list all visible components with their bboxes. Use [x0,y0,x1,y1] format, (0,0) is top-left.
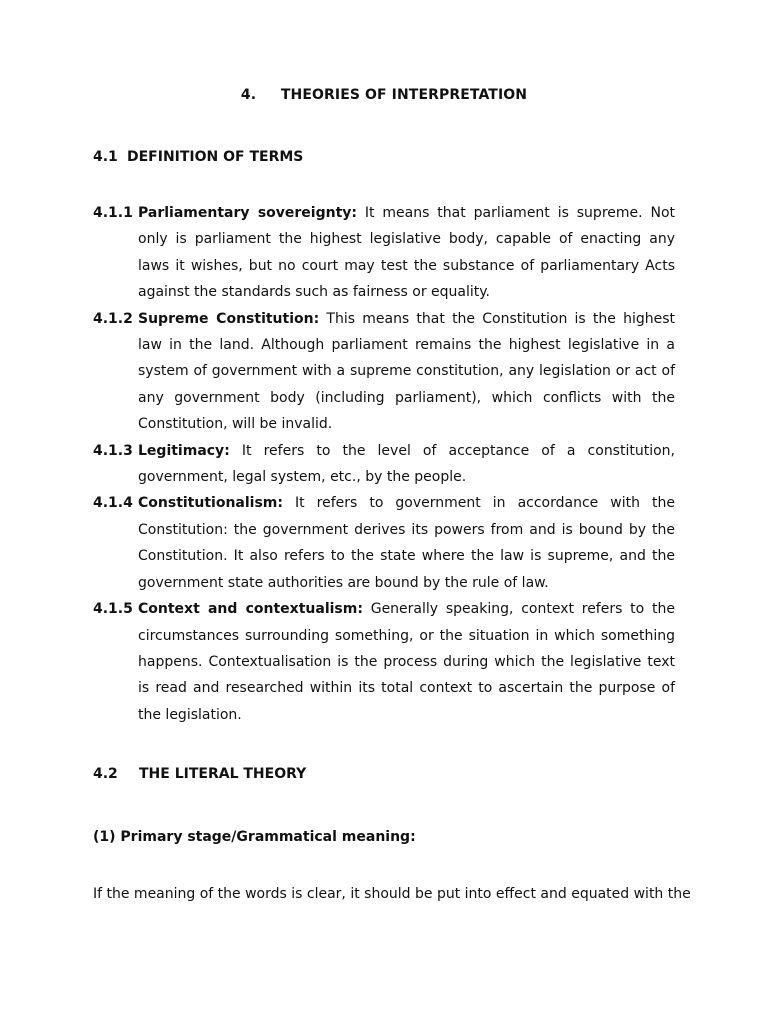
definition-number: 4.1.4 [93,495,133,512]
section-number: 4.2 [93,766,118,782]
definition-number: 4.1.2 [93,310,133,327]
body-paragraph: If the meaning of the words is clear, it should be put into effect and equated with the [93,886,691,902]
definition-term: Constitutionalism: [138,495,283,512]
section-heading-4-2 [93,766,306,782]
definition-text: This means that the Constitution is the highest law in the land. Although parliament remains the highest legislative in a system of government with a supreme constitution, any legislation or act of any government body (including parliament), which conflicts with the Constitution, will be invalid. [138,310,676,433]
section-number: 4.1 [93,149,118,165]
chapter-title [0,87,768,103]
definition-text: It refers to government in accordance with the Constitution: the government derives its powers from and is bound by the Constitution. It also refers to the state where the law is supreme, and the government state authorities are bound by the rule of law. [138,495,675,591]
section-title: THE LITERAL THEORY [139,766,307,782]
chapter-title-text: THEORIES OF INTERPRETATION [280,87,528,103]
definition-text: Generally speaking, context refers to the circumstances surrounding something, or the situation in which something happens. Contextualisation is the process during which the legislative text is read and researched within its total context to ascertain the purpose of the legislation. [138,601,675,723]
subheading: (1) Primary stage/Grammatical meaning: [93,829,416,845]
definition-item [93,490,675,596]
definition-term: Context and contextualism: [138,601,363,618]
definition-item [93,306,675,438]
definition-item [93,438,675,491]
definition-text: It means that parliament is supreme. Not only is parliament the highest legislative body, capable of enacting any laws it wishes, but no court may test the substance of parliamentary Acts against the standards such as fairness or equality. [138,205,675,301]
section-heading-4-1 [93,149,303,165]
definition-item [93,596,675,728]
section-title: DEFINITION OF TERMS [127,149,304,165]
definitions-list [93,200,675,728]
definition-number: 4.1.3 [93,442,133,459]
definition-number: 4.1.5 [93,601,133,618]
chapter-number: 4. [240,87,257,103]
definition-text: It refers to the level of acceptance of a constitution, government, legal system, etc., by the people. [138,442,675,486]
definition-item [93,200,675,306]
definition-term: Parliamentary sovereignty: [138,205,357,221]
definition-number: 4.1.1 [93,205,133,221]
definition-term: Legitimacy: [138,442,230,459]
definition-term: Supreme Constitution: [138,310,320,327]
